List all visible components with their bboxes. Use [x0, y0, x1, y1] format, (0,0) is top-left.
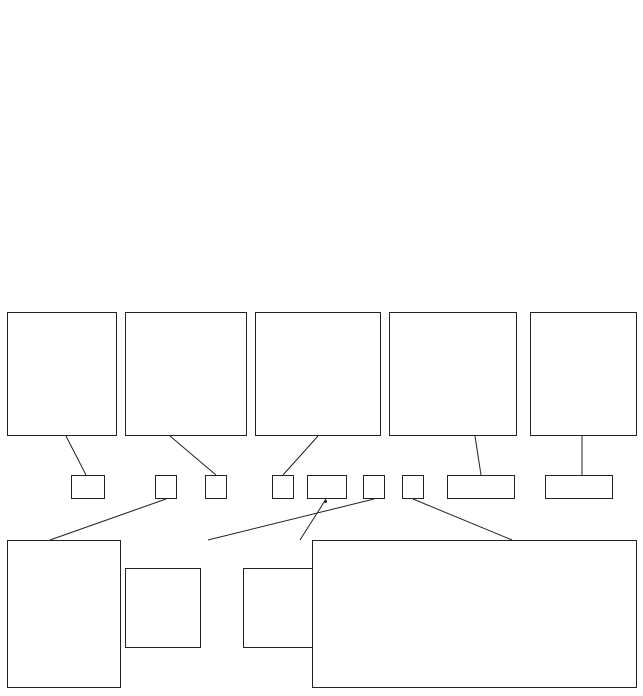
breaking-capacity-box: [7, 540, 121, 688]
model-poles-code: [363, 475, 385, 499]
model-breaking-code: [155, 475, 177, 499]
model-n-type-code: [402, 475, 424, 499]
usage-box: [243, 568, 315, 648]
four-pole-box: [312, 540, 637, 688]
model-dot: [324, 500, 327, 503]
model-operation-code: [205, 475, 227, 499]
model-release-code: [272, 475, 294, 499]
poles-box: [125, 568, 201, 648]
model-accessory-code: [307, 475, 347, 499]
model-other-code: [545, 475, 613, 499]
model-install-code: [447, 475, 515, 499]
model-frame-code: [71, 475, 105, 499]
